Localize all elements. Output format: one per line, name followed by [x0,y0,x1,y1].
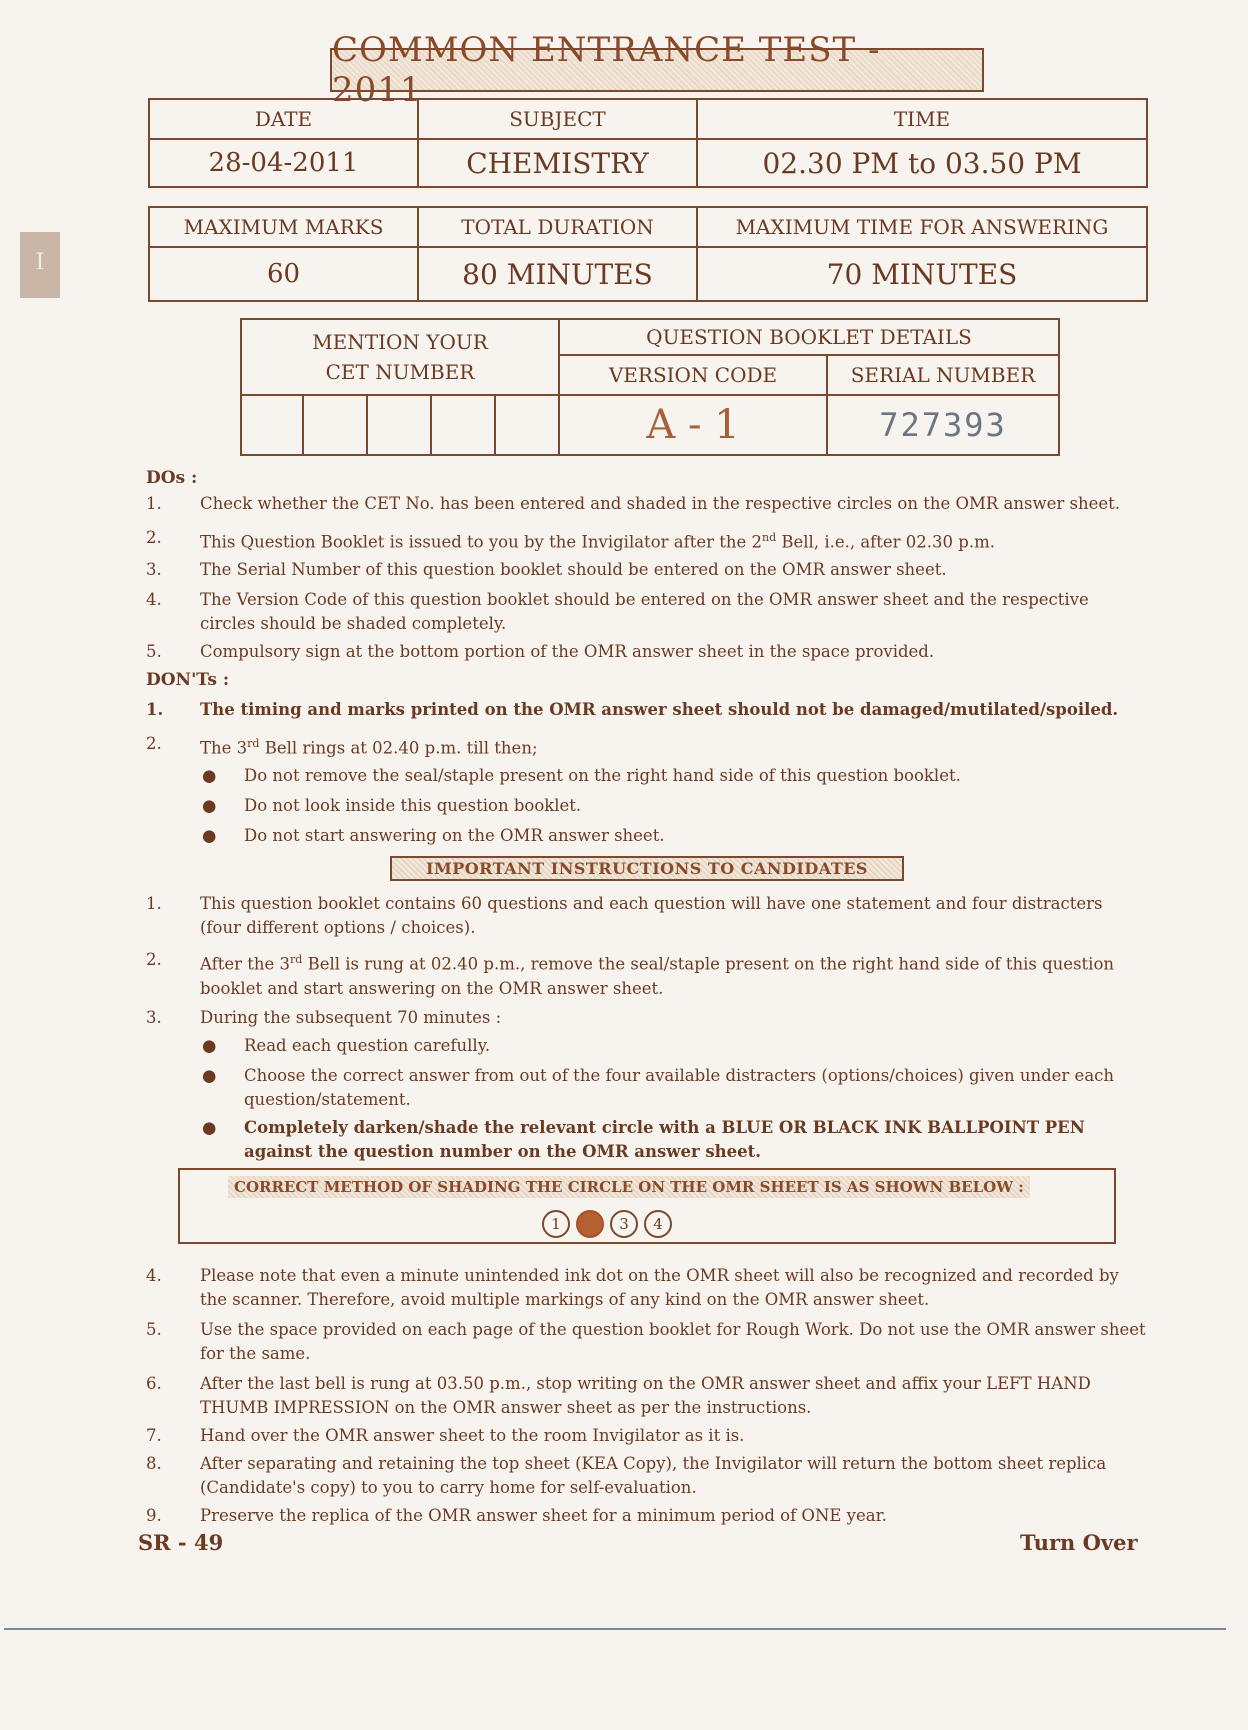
omr-option-circle: 1 [542,1210,570,1238]
item-text-pre: After the 3 [200,954,291,974]
bullet-icon: ● [202,1066,217,1085]
item-text-pre: The 3 [200,738,248,758]
bullet-icon: ● [202,796,217,815]
instruction-item [146,948,1146,998]
booklet-details-label: QUESTION BOOKLET DETAILS [559,319,1059,355]
donts-bullet [146,824,1146,850]
bullet-text: Do not remove the seal/staple present on the right hand side of this question booklet. [244,766,961,785]
version-code-label: VERSION CODE [559,355,827,395]
turn-over-label: Turn Over [1020,1530,1138,1555]
donts-item [146,698,1146,724]
dos-item [146,558,1146,584]
time-label: TIME [697,99,1147,139]
instructions-heading: IMPORTANT INSTRUCTIONS TO CANDIDATES [426,859,868,878]
page-code: SR - 49 [138,1530,224,1555]
item-text: Check whether the CET No. has been entered and shaded in the respective circles on the OMR answer sheet. [200,494,1121,513]
duration-value: 80 MINUTES [418,247,697,301]
item-number: 5. [146,642,162,661]
dos-item [146,588,1146,636]
item-number: 1. [146,700,164,719]
side-tab-label: I [35,250,45,275]
bullet-text: Do not look inside this question booklet. [244,796,582,815]
item-text-sup: rd [290,953,303,966]
page-bottom-rule [4,1628,1226,1630]
bullet-text: Completely darken/shade the relevant circle with a BLUE OR BLACK INK BALLPOINT PEN against the question number on the OMR answer sheet. [244,1118,1085,1161]
item-text [200,526,1146,555]
item-text: During the subsequent 70 minutes : [200,1008,502,1027]
item-text [200,732,1146,761]
item-number: 8. [146,1454,162,1473]
item-text: The Version Code of this question booklet should be entered on the OMR answer sheet and the respective circles should be shaded completely. [200,590,1089,633]
bullet-icon: ● [202,826,217,845]
dos-heading: DOs : [146,468,198,488]
date-label: DATE [149,99,418,139]
instruction-item [146,1264,1146,1314]
bullet-text: Do not start answering on the OMR answer sheet. [244,826,665,845]
exam-subject: CHEMISTRY [418,139,697,187]
max-marks-label: MAXIMUM MARKS [149,207,418,247]
item-number: 2. [146,528,162,547]
item-text-sup: nd [762,531,777,544]
instruction-item [146,1372,1146,1422]
booklet-details-table [240,318,1060,456]
bullet-icon: ● [202,766,217,785]
item-text [200,948,1146,1001]
donts-item [146,732,1146,758]
exam-date: 28-04-2011 [149,139,418,187]
instruction-item [146,1006,1146,1032]
item-text: Use the space provided on each page of the question booklet for Rough Work. Do not use the OMR answer sheet for the same. [200,1320,1146,1363]
item-number: 2. [146,734,162,753]
item-number: 3. [146,560,162,579]
omr-option-circle: 3 [610,1210,638,1238]
serial-number-label: SERIAL NUMBER [827,355,1059,395]
answer-time-label: MAXIMUM TIME FOR ANSWERING [697,207,1147,247]
instruction-item [146,1424,1146,1450]
item-number: 4. [146,590,162,609]
item-text-post: Bell, i.e., after 02.30 p.m. [776,532,995,552]
item-number: 4. [146,1266,162,1285]
item-text-pre: This Question Booklet is issued to you by the Invigilator after the 2 [200,532,762,552]
donts-bullet [146,764,1146,790]
item-text-post: Bell rings at 02.40 p.m. till then; [259,738,538,758]
exam-title-box [330,30,984,110]
item-number: 6. [146,1374,162,1393]
instruction-item [146,1504,1146,1530]
bullet-text: Choose the correct answer from out of the four available distracters (options/choices) given under each question/statement. [244,1066,1115,1109]
bullet-text: Read each question carefully. [244,1036,491,1055]
version-code: A - 1 [559,395,827,455]
item-number: 3. [146,1008,162,1027]
instruction-bullet [146,1034,1146,1060]
instruction-item [146,1452,1146,1502]
cet-digit-box[interactable] [241,395,303,455]
serial-number: 727393 [827,395,1059,455]
item-text: After separating and retaining the top sheet (KEA Copy), the Invigilator will return the bottom sheet replica (Candidate's copy) to you to carry home for self-evaluation. [200,1454,1107,1497]
instruction-bullet [146,1064,1146,1114]
item-text: The Serial Number of this question booklet should be entered on the OMR answer sheet. [200,560,947,579]
omr-option-circle: 4 [644,1210,672,1238]
donts-bullet [146,794,1146,820]
item-text: This question booklet contains 60 questions and each question will have one statement and four distracters (four different options / choices). [200,894,1103,937]
omr-shading-example [178,1168,1116,1244]
exam-info-table [148,98,1148,188]
item-number: 2. [146,950,162,969]
instruction-item [146,1318,1146,1368]
item-number: 1. [146,494,162,513]
item-text: Please note that even a minute unintended ink dot on the OMR sheet will also be recognized and recorded by the scanner. Therefore, avoid multiple markings of any kind on the OMR answer sheet. [200,1266,1119,1309]
item-text: Hand over the OMR answer sheet to the room Invigilator as it is. [200,1426,745,1445]
item-number: 5. [146,1320,162,1339]
item-text-sup: rd [247,737,260,750]
item-text: After the last bell is rung at 03.50 p.m., stop writing on the OMR answer sheet and affix your LEFT HAND THUMB IMPRESSION on the OMR answer sheet as per the instructions. [200,1374,1091,1417]
answer-time-value: 70 MINUTES [697,247,1147,301]
cet-digit-box[interactable] [431,395,495,455]
omr-option-circle-filled [576,1210,604,1238]
item-text-post: Bell is rung at 02.40 p.m., remove the seal/staple present on the right hand side of this question booklet and start answering on the OMR answer sheet. [200,954,1115,998]
exam-time: 02.30 PM to 03.50 PM [697,139,1147,187]
instructions-heading-box [390,856,904,881]
dos-item [146,526,1146,552]
cet-label-line2: CET NUMBER [325,360,475,384]
donts-heading: DON'Ts : [146,670,230,690]
item-text: Compulsory sign at the bottom portion of the OMR answer sheet in the space provided. [200,642,935,661]
subject-label: SUBJECT [418,99,697,139]
cet-digit-box[interactable] [367,395,431,455]
item-number: 1. [146,894,162,913]
instruction-bullet [146,1116,1146,1166]
exam-marks-table [148,206,1148,302]
omr-shading-heading: CORRECT METHOD OF SHADING THE CIRCLE ON THE OMR SHEET IS AS SHOWN BELOW : [228,1176,1030,1198]
dos-item [146,640,1146,666]
cet-number-label [241,319,559,395]
item-text: The timing and marks printed on the OMR answer sheet should not be damaged/mutilated/spoiled. [200,700,1119,719]
bullet-icon: ● [202,1118,217,1137]
dos-item [146,492,1146,518]
max-marks-value: 60 [149,247,418,301]
item-number: 9. [146,1506,162,1525]
instruction-item [146,892,1146,940]
side-tab [20,232,60,298]
item-text: Preserve the replica of the OMR answer sheet for a minimum period of ONE year. [200,1506,887,1525]
item-number: 7. [146,1426,162,1445]
cet-digit-box[interactable] [303,395,367,455]
cet-label-line1: MENTION YOUR [312,330,488,354]
bullet-icon: ● [202,1036,217,1055]
exam-title: COMMON ENTRANCE TEST - 2011 [332,30,881,110]
cet-digit-box[interactable] [495,395,559,455]
duration-label: TOTAL DURATION [418,207,697,247]
